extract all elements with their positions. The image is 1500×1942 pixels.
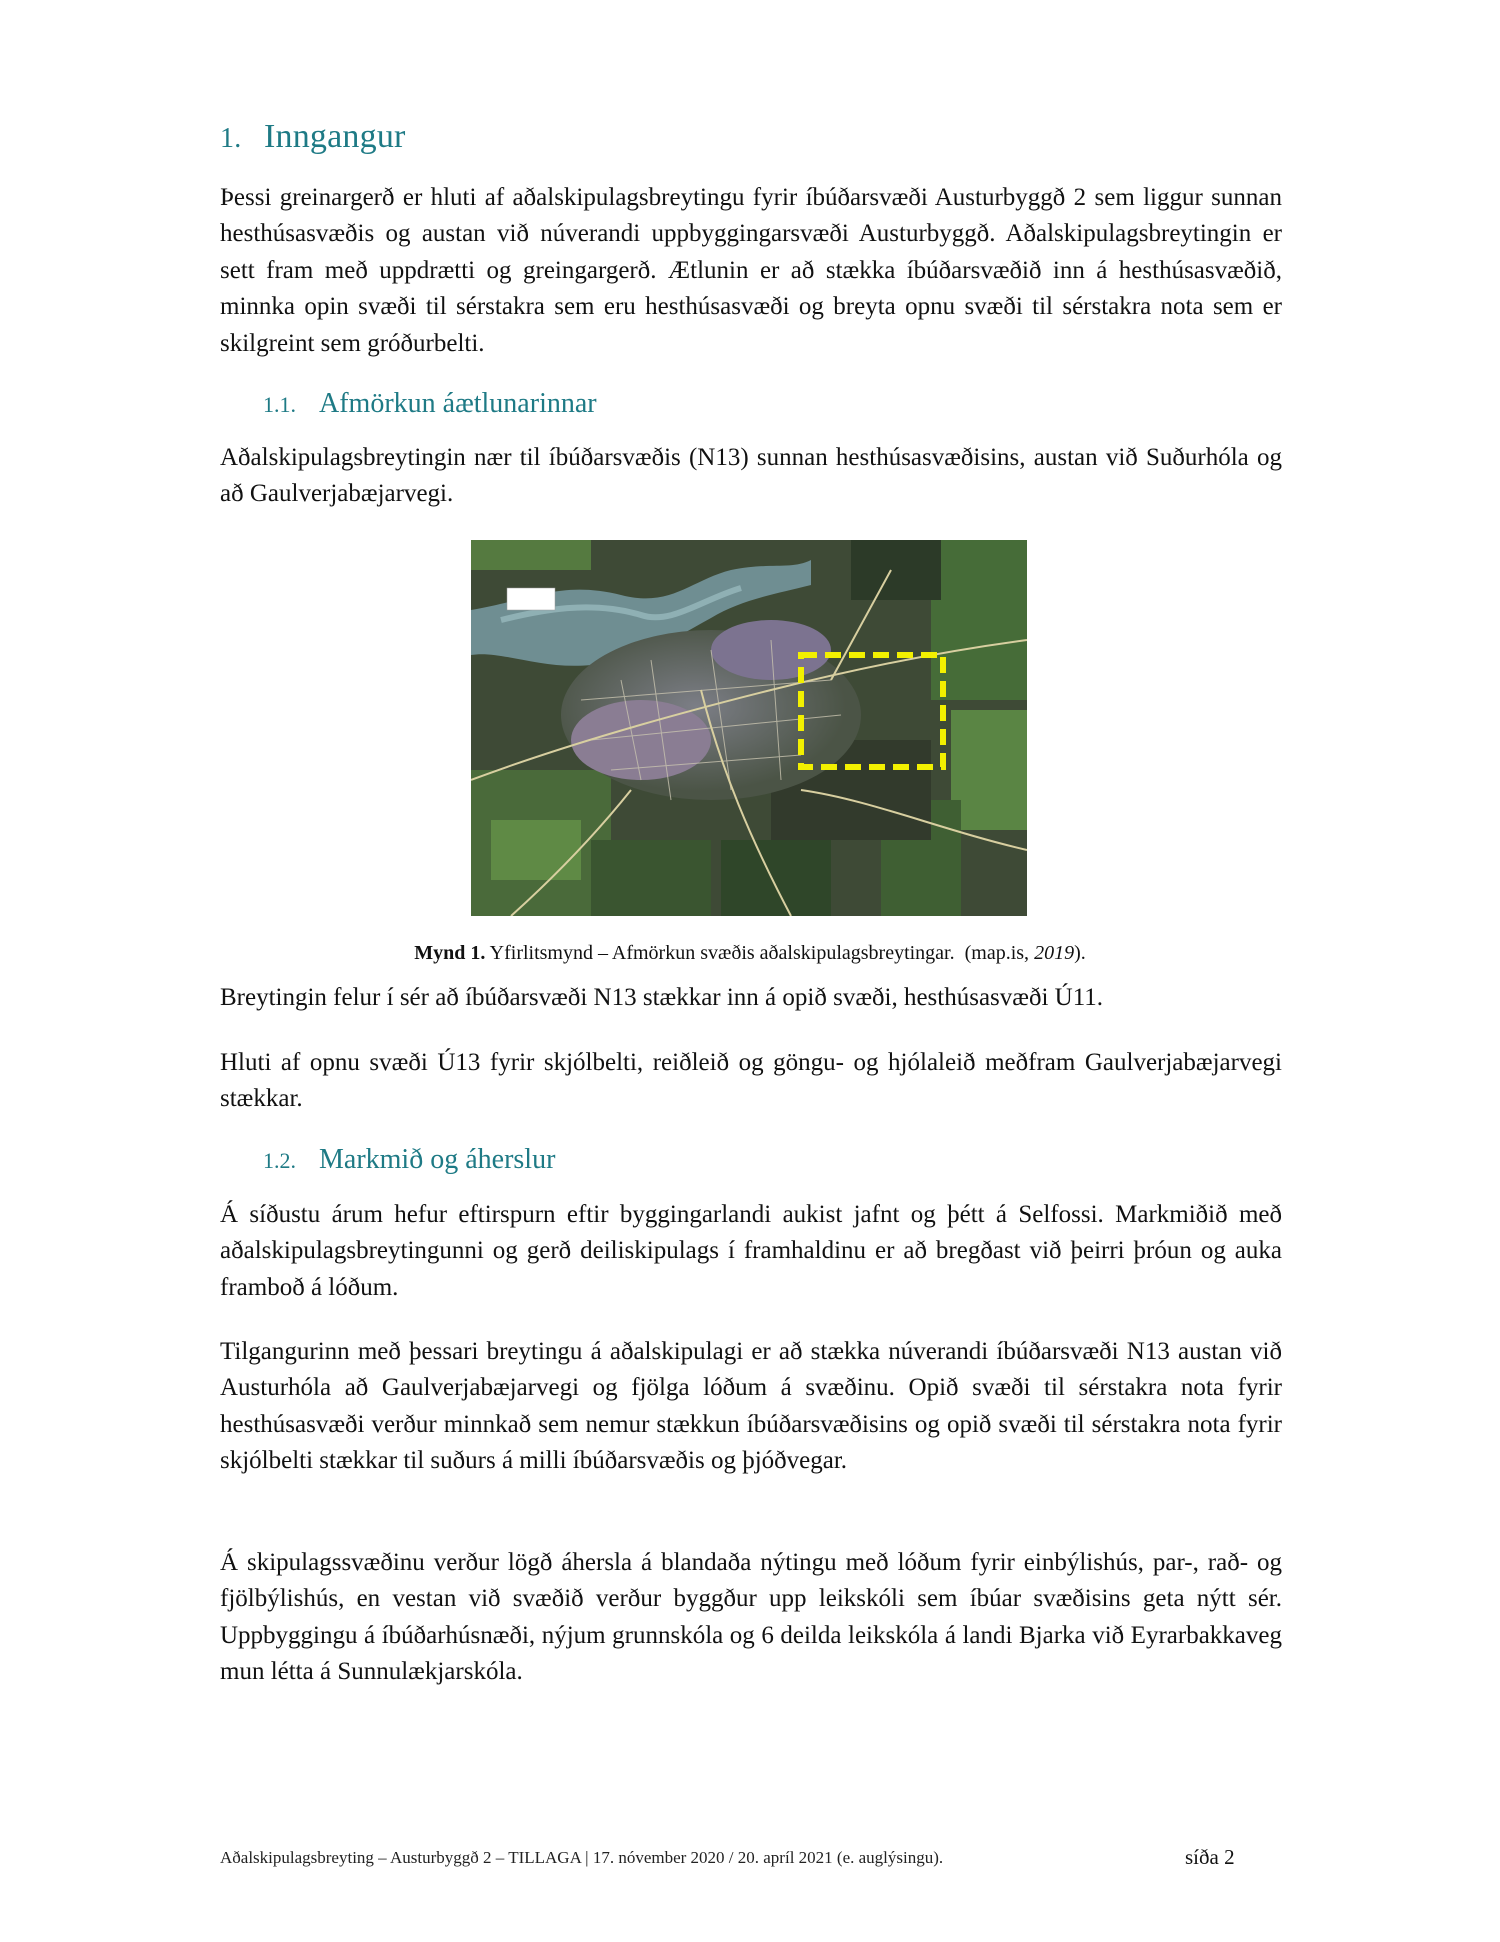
goal-paragraph-2: Tilgangurinn með þessari breytingu á aðalskipulagi er að stækka núverandi íbúðarsvæði N13 austan við Austurhóla að Gaulverjabæjarvegi og fjölga lóðum á svæðinu. Opið svæði til sérstakra nota fyrir hesthúsasvæði verður minnkað sem nemur stækkun íbúðarsvæðisins og opið svæði til sérstakra nota fyrir skjólbelti stækkar til suðurs á milli íbúðarsvæðis og þjóðvegar. [220, 1338, 1282, 1475]
section-number: 1. [220, 123, 242, 154]
subsection-title: Afmörkun áætlunarinnar [319, 388, 597, 419]
subsection-number: 1.2. [263, 1148, 296, 1173]
section-heading-inngangur [220, 118, 406, 156]
change-paragraph-1: Breytingin felur í sér að íbúðarsvæði N13 stækkar inn á opið svæði, hesthúsasvæði Ú11. [220, 984, 1104, 1011]
subsection-number: 1.1. [263, 392, 296, 417]
subsection-heading-afmorkun [263, 388, 597, 420]
goal-paragraph-3: Á skipulagssvæðinu verður lögð áhersla á blandaða nýtingu með lóðum fyrir einbýlishús, par-, rað- og fjölbýlishús, en vestan við svæðið verður byggður upp leikskóli sem íbúar svæðisins geta nýtt sér. Uppbyggingu á íbúðarhúsnæði, nýjum grunnskóla og 6 deilda leikskóla á landi Bjarka við Eyrarbakkaveg mun létta á Sunnulækjarskóla. [220, 1549, 1282, 1686]
aerial-map-illustration [471, 540, 1027, 916]
page-number: síða 2 [1185, 1845, 1235, 1869]
scope-paragraph: Aðalskipulagsbreytingin nær til íbúðarsvæðis (N13) sunnan hesthúsasvæðisins, austan við Suðurhóla og að Gaulverjabæjarvegi. [220, 444, 1282, 508]
page-footer: Aðalskipulagsbreyting – Austurbyggð 2 – TILLAGA | 17. nóvember 2020 / 20. apríl 2021 (e. auglýsingu). [220, 1848, 944, 1867]
subsection-heading-markmid [263, 1144, 555, 1176]
figure-source-open: (map.is, [964, 942, 1030, 964]
intro-paragraph: Þessi greinargerð er hluti af aðalskipulagsbreytingu fyrir íbúðarsvæði Austurbyggð 2 sem liggur sunnan hesthúsasvæðis og austan við núverandi uppbyggingarsvæði Austurbyggð. Aðalskipulagsbreytingin er sett fram með uppdrætti og greingargerð. Ætlunin er að stækka íbúðarsvæðið inn á hesthúsasvæðið, minnka opin svæði til sérstakra sem eru hesthúsasvæði og breyta opnu svæði til sérstakra nota sem er skilgreint sem gróðurbelti. [220, 184, 1282, 357]
figure-label: Mynd 1. [414, 942, 486, 964]
section-title: Inngangur [264, 118, 406, 155]
figure-caption [0, 942, 1500, 965]
figure-caption-text: Yfirlitsmynd – Afmörkun svæðis aðalskipulagsbreytingar. [489, 942, 955, 964]
subsection-title: Markmið og áherslur [319, 1144, 556, 1175]
goal-paragraph-1: Á síðustu árum hefur eftirspurn eftir byggingarlandi aukist jafnt og þétt á Selfossi. Markmiðið með aðalskipulagsbreytingunni og gerð deiliskipulags í framhaldinu er að bregðast við þeirri þróun og auka framboð á lóðum. [220, 1201, 1282, 1301]
figure-source-close: ). [1074, 942, 1086, 964]
change-paragraph-2: Hluti af opnu svæði Ú13 fyrir skjólbelti, reiðleið og göngu- og hjólaleið meðfram Gaulverjabæjarvegi stækkar. [220, 1049, 1282, 1113]
aerial-map-image [471, 540, 1027, 916]
figure-source-year: 2019 [1034, 942, 1075, 964]
